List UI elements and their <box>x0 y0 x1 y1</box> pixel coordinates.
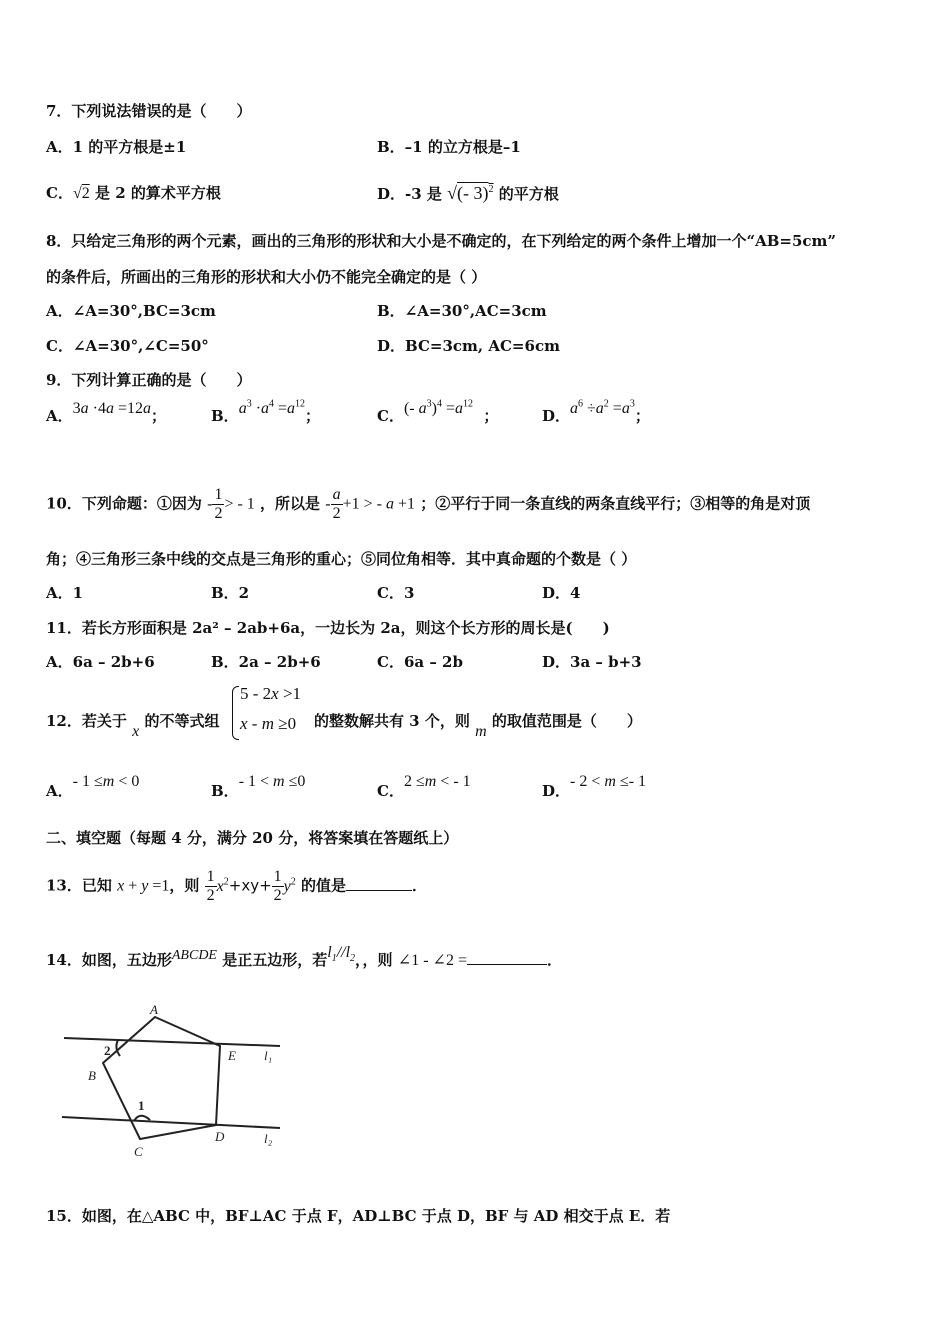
q9-option-d: D．$a^6 \div a^2 =a^3$； <box>542 398 650 425</box>
q8-stem-line2: 的条件后，所画出的三角形的形状和大小仍不能完全确定的是（ ） <box>46 268 487 286</box>
q11-option-a: A．6a – 2b+6 <box>46 653 155 671</box>
q12-option-b: B．- 1 < m ≤0 <box>211 773 306 800</box>
q8-option-d: D．BC=3cm, AC=6cm <box>377 337 560 355</box>
line-l2 <box>62 1117 280 1128</box>
q11-option-d: D．3a – b+3 <box>542 653 642 671</box>
q10-option-c: C．3 <box>377 584 415 602</box>
q12-stem: 12．若关于 x 的不等式组 的整数解共有 3 个，则 m 的取值范围是（ ） <box>46 712 642 740</box>
label-l1: l₁ <box>264 1048 273 1063</box>
section-2-heading: 二、填空题（每题 4 分，满分 20 分，将答案填在答题纸上） <box>46 829 459 847</box>
q7-option-d: D．-3 是 √(- 3)$^2$ 的平方根 <box>377 183 559 203</box>
q9-option-b: B．$a^3 \cdot a^4 =a^{12}$； <box>211 398 321 425</box>
label-angle-2: 2 <box>104 1043 111 1058</box>
q9-option-a: A．3a ·4a =12a； <box>46 400 167 425</box>
pentagon-figure <box>58 998 288 1163</box>
q10-option-b: B．2 <box>211 584 250 602</box>
q15-stem: 15．如图，在△ABC 中，BF⊥AC 于点 F，AD⊥BC 于点 D，BF 与 AD 相交于点 E．若 <box>46 1207 671 1225</box>
q12-option-d: D．- 2 < m ≤- 1 <box>542 773 647 800</box>
label-e: E <box>228 1048 236 1063</box>
line-l1 <box>64 1038 280 1046</box>
q8-option-a: A．∠A=30°,BC=3cm <box>46 302 216 320</box>
q8-option-b: B．∠A=30°,AC=3cm <box>377 302 547 320</box>
label-c: C <box>134 1144 143 1159</box>
q9-stem: 9．下列计算正确的是（ ） <box>46 371 252 389</box>
label-a: A <box>150 1002 158 1017</box>
q7-option-a: A．1 的平方根是±1 <box>46 138 187 156</box>
q9-option-c: C．(- $a^3)^4 =a^{12}$ ； <box>377 398 499 425</box>
q7-stem: 7．下列说法错误的是（ ） <box>46 102 252 120</box>
q10-stem-line1: 10．下列命题：①因为 - $\frac{1}{2}$ > - 1 ，所以是 - $\frac{a}{2}$ +1 > - a +1 ；②平行于同一条直线的两条直线平行；③相等的角是对顶 <box>46 486 811 522</box>
q11-stem: 11．若长方形面积是 2a² – 2ab+6a，一边长为 2a，则这个长方形的周长是( ) <box>46 619 610 637</box>
label-d: D <box>215 1129 225 1144</box>
label-l2: l₂ <box>264 1131 273 1146</box>
q11-option-b: B．2a – 2b+6 <box>211 653 321 671</box>
label-angle-1: 1 <box>138 1098 145 1113</box>
q14-stem: 14．如图，五边形ABCDE 是正五边形，若$l_1//l_2$，，则 ∠1 - ∠2 = ． <box>46 944 562 969</box>
label-b: B <box>88 1068 96 1083</box>
q13-stem: 13．已知 x + y =1，则 $\frac{1}{2}$ $x^2+xy+$ $\frac{1}{2}$ $y^2$ 的值是 ． <box>46 868 428 904</box>
q12-option-c: C．2 ≤m < - 1 <box>377 773 471 800</box>
q8-option-c: C．∠A=30°,∠C=50° <box>46 337 209 355</box>
q7-option-b: B．–1 的立方根是–1 <box>377 138 521 156</box>
q11-option-c: C．6a – 2b <box>377 653 463 671</box>
q7-option-c: C．√2 是 2 的算术平方根 <box>46 184 221 202</box>
q12-option-a: A．- 1 ≤m < 0 <box>46 773 140 800</box>
q10-stem-line2: 角；④三角形三条中线的交点是三角形的重心；⑤同位角相等．其中真命题的个数是（ ） <box>46 550 637 568</box>
q10-option-a: A．1 <box>46 584 84 602</box>
q10-option-d: D．4 <box>542 584 581 602</box>
q8-stem-line1: 8．只给定三角形的两个元素，画出的三角形的形状和大小是不确定的，在下列给定的两个条件上增加一个“AB=5cm” <box>46 232 837 250</box>
